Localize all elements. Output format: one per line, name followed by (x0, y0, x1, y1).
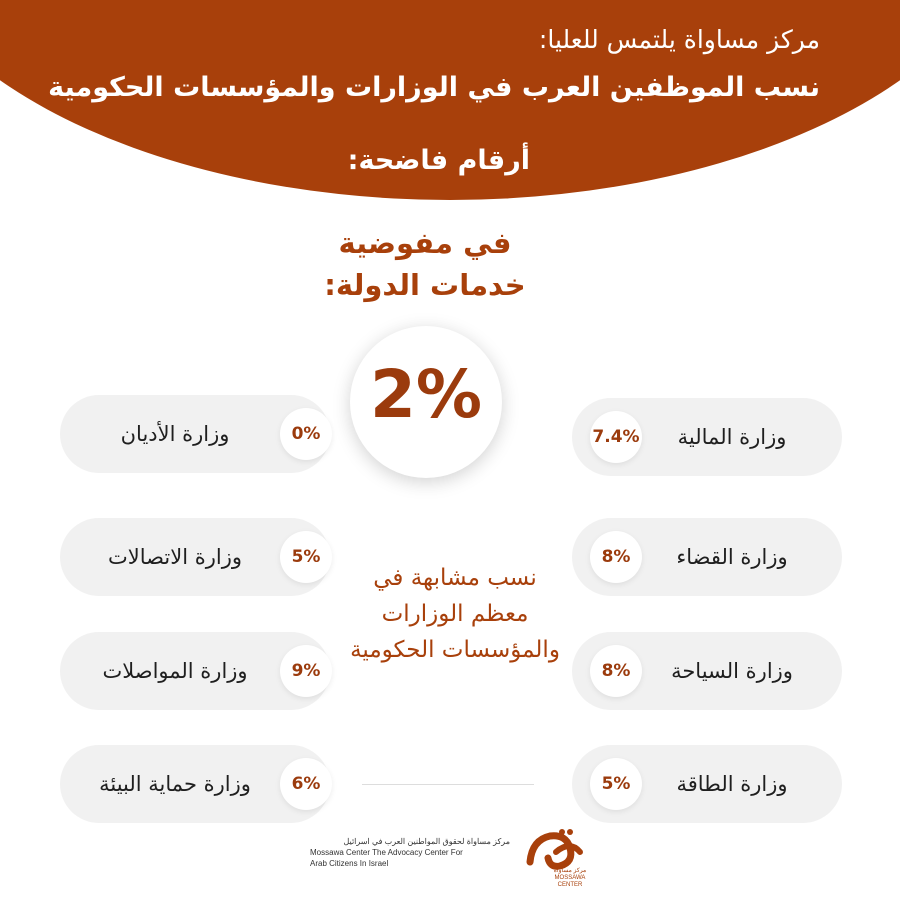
ministry-label: وزارة القضاء (676, 545, 788, 569)
ministry-stat-environmental-protection (60, 745, 330, 823)
ministry-stat-tourism (572, 632, 842, 710)
section-title-line1: في مفوضية (338, 226, 512, 260)
percent-badge: 6% (280, 758, 332, 810)
percent-badge: 0% (280, 408, 332, 460)
ministry-stat-communications (60, 518, 330, 596)
footer-arabic: مركز مساواة لحقوق المواطنين العرب في اسرائيل (343, 837, 510, 846)
percent-badge: 9% (280, 645, 332, 697)
header-subtitle: أرقام فاضحة: (347, 145, 530, 176)
highlight-stat (340, 326, 560, 486)
ministry-stat-justice (572, 518, 842, 596)
ministry-stat-religious-affairs (60, 395, 330, 473)
footer-english-1: Mossawa Center The Advocacy Center For (310, 848, 463, 857)
ministry-label: وزارة الأديان (120, 422, 230, 446)
ministry-stat-finance (572, 398, 842, 476)
similar-rates-note: نسب مشابهة في معظم الوزارات والمؤسسات الحكومية (350, 565, 560, 663)
highlight-circle (350, 326, 502, 478)
highlight-value: 2% (369, 356, 483, 433)
ministry-label: وزارة حماية البيئة (99, 772, 251, 796)
footer-org-name (310, 836, 510, 869)
ministry-label: وزارة الطاقة (676, 772, 788, 796)
percent-badge: 8% (590, 531, 642, 583)
header-title: نسب الموظفين العرب في الوزارات والمؤسسات الحكومية (48, 72, 820, 103)
ministry-label: وزارة المالية (677, 425, 787, 449)
section-title-line2: خدمات الدولة: (324, 268, 526, 302)
ministry-label: وزارة المواصلات (102, 659, 248, 683)
ministry-label: وزارة السياحة (671, 659, 793, 683)
percent-badge: 5% (590, 758, 642, 810)
ministry-stat-energy (572, 745, 842, 823)
logo-caption: مركز مساواة MOSSAWA CENTER (553, 868, 587, 888)
section-title (300, 222, 550, 306)
percent-badge: 5% (280, 531, 332, 583)
percent-badge: 8% (590, 645, 642, 697)
footer-english-2: Arab Citizens In Israel (310, 859, 389, 868)
ministry-stat-transportation (60, 632, 330, 710)
ministry-label: وزارة الاتصالات (108, 545, 242, 569)
percent-badge: 7.4% (590, 411, 642, 463)
divider (362, 784, 534, 785)
header-kicker: مركز مساواة يلتمس للعليا: (538, 25, 820, 54)
